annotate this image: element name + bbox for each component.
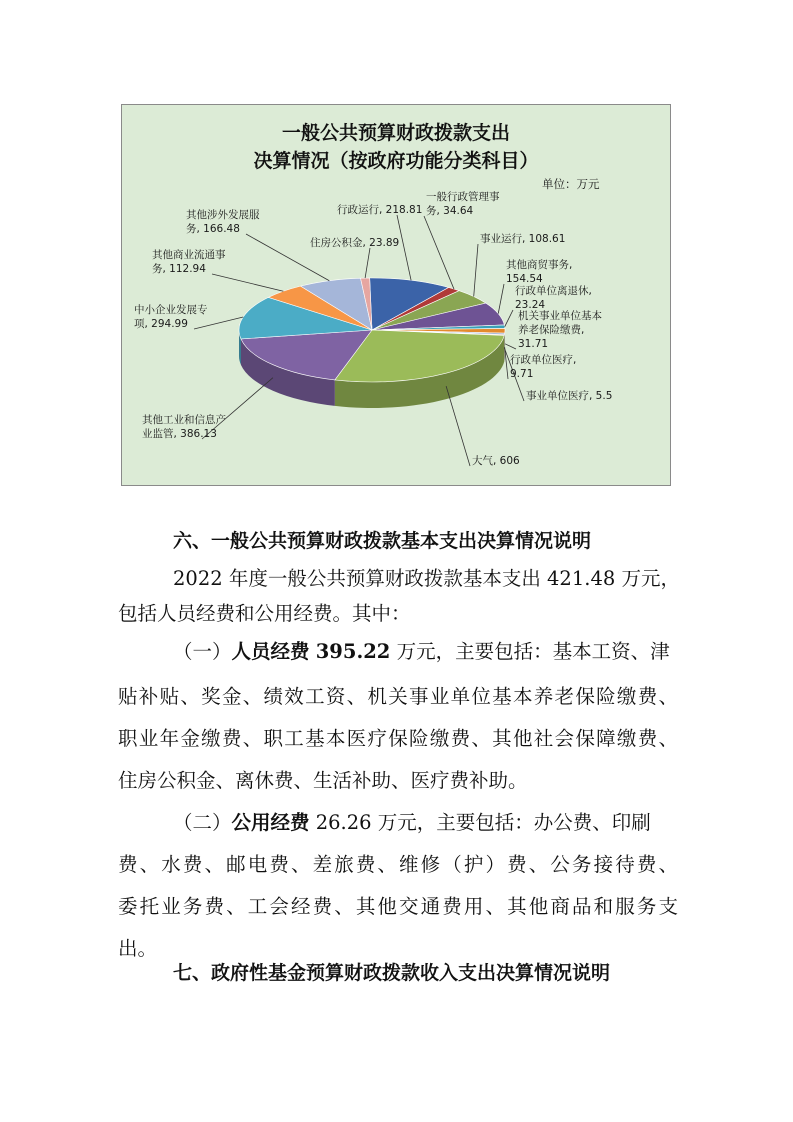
slice-label-7-line-0: 事业单位医疗, 5.5 (526, 390, 613, 402)
slice-label-11-line-1: 务, 112.94 (152, 263, 206, 275)
section6-intro-line1: 2022 年度一般公共预算财政拨款基本支出 421.48 万元， (173, 567, 680, 590)
leader-line-8 (446, 386, 470, 466)
leader-line-11 (212, 274, 283, 291)
slice-label-10-line-0: 中小企业发展专 (134, 304, 208, 316)
slice-label-0-line-0: 行政运行, 218.81 (337, 204, 423, 216)
personnel-line4: 住房公积金、离休费、生活补助、医疗费补助。 (118, 769, 528, 792)
public-label: 公用经费 (231, 811, 310, 834)
personnel-prefix: （一） (173, 640, 232, 663)
leader-line-2 (474, 244, 478, 296)
personnel-line1 (173, 635, 733, 669)
slice-label-4-line-1: 23.24 (515, 299, 546, 311)
slice-label-5-line-2: 31.71 (518, 338, 549, 350)
slice-label-6-line-1: 9.71 (510, 368, 534, 380)
public-prefix: （二） (173, 811, 232, 834)
slice-label-2-line-0: 事业运行, 108.61 (480, 233, 566, 245)
slice-label-9-line-1: 业监管, 386.13 (142, 428, 217, 440)
slice-label-8-line-0: 大气, 606 (472, 455, 520, 467)
chart-title-line2: 决算情况（按政府功能分类科目） (253, 150, 539, 172)
section6-heading: 六、一般公共预算财政拨款基本支出决算情况说明 (173, 530, 592, 552)
personnel-line2: 贴补贴、奖金、绩效工资、机关事业单位基本养老保险缴费、 (118, 685, 678, 708)
slice-label-5-line-0: 机关事业单位基本 (518, 310, 602, 322)
leader-line-5 (505, 344, 516, 349)
public-rest: 26.26 万元，主要包括：办公费、印刷 (309, 811, 651, 834)
slice-label-3-line-0: 其他商贸事务, (506, 259, 573, 271)
public-line4: 出。 (118, 937, 158, 960)
slice-label-3-line-1: 154.54 (506, 273, 543, 285)
public-line3: 委托业务费、工会经费、其他交通费用、其他商品和服务支 (118, 895, 678, 918)
slice-label-13-line-0: 住房公积金, 23.89 (310, 237, 400, 249)
slice-label-5-line-1: 养老保险缴费, (518, 324, 585, 336)
pie-chart (122, 105, 670, 485)
slice-label-11-line-0: 其他商业流通事 (152, 249, 226, 261)
public-line2: 费、水费、邮电费、差旅费、维修（护）费、公务接待费、 (118, 853, 678, 876)
leader-line-13 (365, 248, 370, 278)
leader-line-3 (498, 284, 504, 314)
personnel-rest: 万元，主要包括：基本工资、津 (390, 640, 670, 663)
slice-label-4-line-0: 行政单位离退休, (515, 285, 592, 297)
slice-label-10-line-1: 项, 294.99 (134, 318, 188, 330)
leader-line-6 (505, 347, 508, 379)
personnel-label: 人员经费 (231, 640, 310, 663)
pie-chart-figure (121, 104, 671, 486)
slice-label-1-line-1: 务, 34.64 (426, 205, 474, 217)
section7-heading: 七、政府性基金预算财政拨款收入支出决算情况说明 (173, 962, 611, 984)
section6-intro-line2: 包括人员经费和公用经费。其中： (118, 602, 411, 625)
leader-line-4 (505, 310, 513, 327)
slice-label-9-line-0: 其他工业和信息产 (142, 414, 226, 426)
slice-label-1-line-0: 一般行政管理事 (426, 191, 500, 203)
leader-line-10 (194, 317, 243, 329)
leader-line-1 (424, 216, 454, 289)
personnel-line3: 职业年金缴费、职工基本医疗保险缴费、其他社会保障缴费、 (118, 727, 678, 750)
slice-label-12-line-1: 务, 166.48 (186, 223, 240, 235)
public-line1 (173, 806, 733, 840)
personnel-amount: 395.22 (315, 640, 391, 663)
chart-title-line1: 一般公共预算财政拨款支出 (281, 122, 511, 144)
slice-label-12-line-0: 其他涉外发展服 (186, 209, 260, 221)
chart-unit: 单位：万元 (542, 177, 600, 191)
slice-label-6-line-0: 行政单位医疗, (510, 354, 577, 366)
